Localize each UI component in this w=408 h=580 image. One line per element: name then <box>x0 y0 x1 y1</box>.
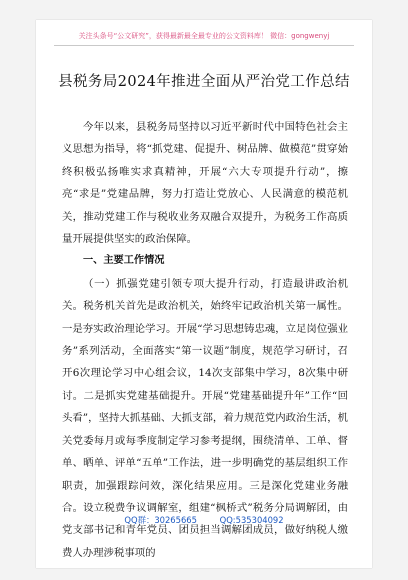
section-heading: 一、主要工作情况 <box>83 255 165 267</box>
document-page <box>36 20 372 568</box>
qq-group-text: QQ群：30265665 <box>124 515 197 525</box>
intro-paragraph: 今年以来，县税务局坚持以习近平新时代中国特色社会主义思想为指导，将“抓党建、促提升、树品牌、做模范”贯穿始终积极弘扬唯实求真精神，开展“六大专项提升行动”，擦亮“求是”党建品牌，努力打造让党放心、人民满意的模范机关，推动党建工作与税收业务双融合双提升，为税务工作高质量开展提供坚实的政治保障。 <box>62 121 348 246</box>
header-notice: 关注头条号“公文研究”，获得最新最全最专业的公文资料库！ 微信：gongwenyj <box>78 32 330 40</box>
document-body <box>62 116 348 564</box>
qq-text: QQ:535304092 <box>219 515 284 525</box>
footer-contact <box>36 514 372 526</box>
header-divider <box>54 45 354 46</box>
section-paragraph: （一）抓强党建引领专项大提升行动，打造最讲政治机关。税务机关首先是政治机关，始终牢记政治机关第一属性。一是夯实政治理论学习。开展“学习思想铸忠魂，立足岗位强业务”系列活动，全面落实“第一议题”制度，规范学习研讨，召开6次理论学习中心组会议，14次支部集中学习，8次集中研讨。二是抓实党建基础提升。开展“党建基础提升年”工作“回头看”，坚持大抓基础、大抓支部，着力规范党内政治生活，机关党委每月或每季度制定学习参考提纲，围绕清单、工单、督单、晒单、评单“五单”工作法，进一步明确党的基层组织工作职责，加强跟踪问效，深化结果应用。三是深化党建业务融合。设立税费争议调解室，组建“枫桥式”税务分局调解团，由党支部书记和青年党员、团员担当调解团成员，做好纳税人缴费人办理涉税事项的 <box>62 277 348 559</box>
document-title: 县税务局2024年推进全面从严治党工作总结 <box>58 74 350 90</box>
